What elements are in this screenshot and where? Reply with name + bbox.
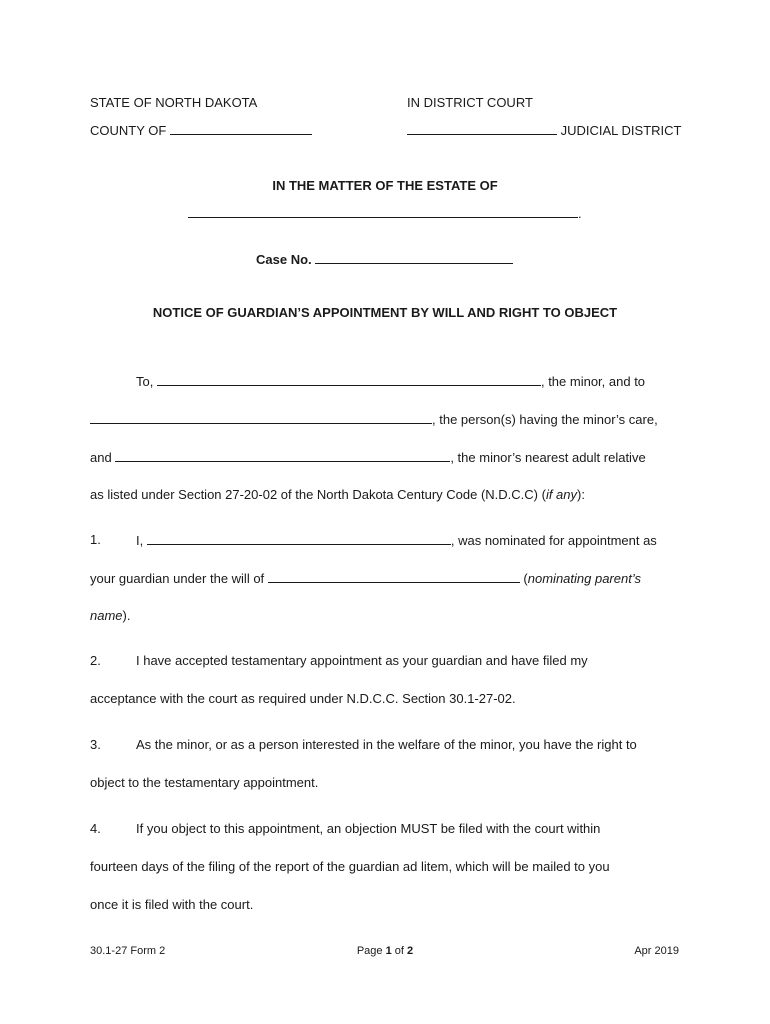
relative-name-blank-field[interactable] [115, 449, 450, 462]
to-minor-line [136, 373, 645, 390]
item-3-line2: object to the testamentary appointment. [90, 775, 319, 790]
minor-suffix: , the minor, and to [540, 374, 646, 389]
minor-name-blank-field[interactable] [157, 373, 541, 386]
item-1-name-end: ). [122, 608, 131, 623]
item-3-number: 3. [90, 737, 101, 752]
item-2-number: 2. [90, 653, 101, 668]
item-1-nominating-text: nominating parent’s [527, 571, 641, 586]
caregiver-name-blank-field[interactable] [90, 411, 432, 424]
item-4-line3: once it is filed with the court. [90, 897, 254, 912]
if-any-text: if any [545, 487, 578, 502]
matter-heading: IN THE MATTER OF THE ESTATE OF [272, 178, 498, 193]
item-1-number: 1. [90, 532, 101, 547]
estate-name-line [188, 205, 582, 222]
footer-form-id: 30.1-27 Form 2 [90, 945, 166, 957]
item-1-nominated-suffix: , was nominated for appointment as [450, 533, 657, 548]
footer-page-total: 2 [407, 945, 414, 957]
listed-end: ): [577, 487, 585, 502]
county-line [90, 122, 312, 139]
listed-under-line [90, 487, 585, 503]
footer-date: Apr 2019 [634, 945, 679, 957]
care-line [90, 411, 658, 428]
care-suffix: , the person(s) having the minor’s care, [432, 412, 658, 427]
state-label: STATE OF NORTH DAKOTA [90, 95, 258, 110]
and-label: and [90, 450, 112, 465]
relative-line [90, 449, 646, 466]
item-3-line1: As the minor, or as a person interested in the welfare of the minor, you have the right to [136, 737, 637, 752]
county-label: COUNTY OF [90, 123, 167, 138]
case-number-line [256, 251, 513, 268]
listed-text: as listed under Section 27-20-02 of the North Dakota Century Code (N.D.C.C) ( [90, 487, 546, 502]
item-4-number: 4. [90, 821, 101, 836]
item-4-line1: If you object to this appointment, an objection MUST be filed with the court within [136, 821, 601, 836]
item-1-will-text: your guardian under the will of [90, 571, 265, 586]
to-label: To, [136, 374, 154, 389]
item-1-name-text: name [90, 608, 123, 623]
nominating-parent-blank-field[interactable] [268, 570, 520, 583]
item-1-paren-open: ( [523, 571, 528, 586]
item-1-line1 [136, 532, 657, 549]
relative-suffix: , the minor’s nearest adult relative [450, 450, 646, 465]
judicial-district-blank-field[interactable] [407, 122, 557, 135]
case-number-label: Case No. [256, 252, 312, 267]
document-title: NOTICE OF GUARDIAN’S APPOINTMENT BY WILL AND RIGHT TO OBJECT [152, 305, 618, 320]
case-number-blank-field[interactable] [315, 251, 513, 264]
judicial-district-line [407, 122, 681, 139]
item-1-line3 [90, 608, 130, 624]
judicial-district-label: JUDICIAL DISTRICT [560, 123, 682, 138]
footer-of-word: of [394, 945, 404, 957]
estate-name-period: . [578, 206, 582, 221]
estate-name-blank-field[interactable] [188, 205, 578, 218]
footer-page-word: Page [356, 945, 383, 957]
item-2-line2: acceptance with the court as required under N.D.C.C. Section 30.1-27-02. [90, 691, 516, 706]
court-label: IN DISTRICT COURT [407, 95, 533, 110]
item-1-line2 [90, 570, 641, 587]
item-2-line1: I have accepted testamentary appointment as your guardian and have filed my [136, 653, 588, 668]
footer-page-current: 1 [385, 945, 392, 957]
item-1-i-label: I, [136, 533, 144, 548]
guardian-name-blank-field[interactable] [147, 532, 451, 545]
county-blank-field[interactable] [170, 122, 312, 135]
item-4-line2: fourteen days of the filing of the report of the guardian ad litem, which will be mailed to you [90, 859, 610, 874]
